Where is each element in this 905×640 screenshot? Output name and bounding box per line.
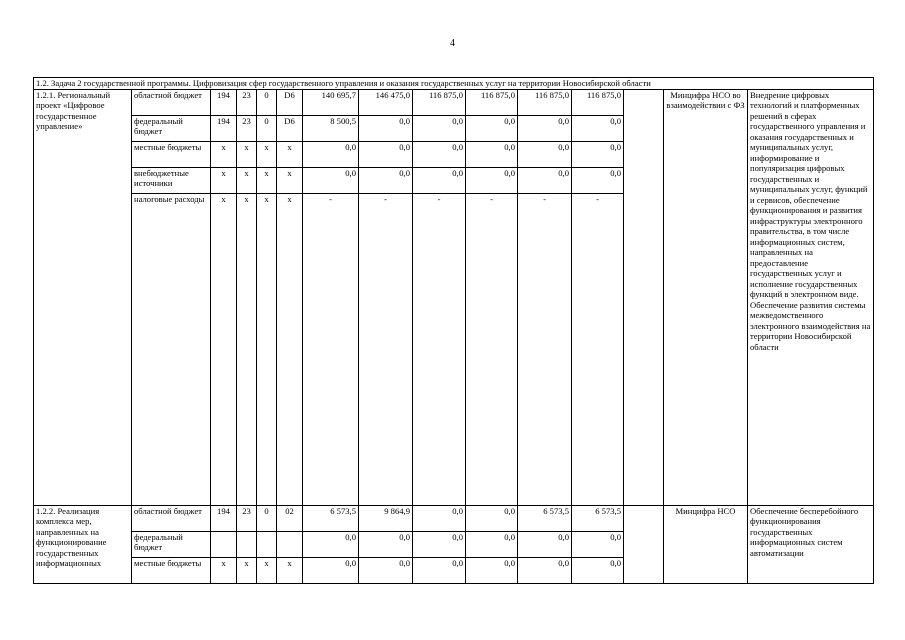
executor: Минцифра НСО во взаимодействии с ФЗ — [664, 89, 748, 505]
value-cell: - — [518, 193, 572, 505]
value-cell: 9 864,9 — [359, 505, 413, 531]
value-cell: 146 475,0 — [359, 89, 413, 115]
value-cell: - — [466, 193, 518, 505]
code-c2: 23 — [237, 505, 257, 531]
value-cell: - — [413, 193, 466, 505]
value-cell: 6 573,5 — [518, 505, 572, 531]
page-number: 4 — [450, 38, 455, 49]
value-cell: 0,0 — [518, 167, 572, 193]
value-cell: 0,0 — [572, 141, 624, 167]
value-cell: 0,0 — [303, 531, 359, 557]
code-c1: x — [211, 193, 237, 505]
value-cell: 0,0 — [359, 531, 413, 557]
code-c4: x — [277, 167, 303, 193]
code-c4: x — [277, 193, 303, 505]
value-cell: 0,0 — [572, 531, 624, 557]
code-c2: x — [237, 167, 257, 193]
code-c4 — [277, 531, 303, 557]
code-c2 — [237, 531, 257, 557]
value-cell: 0,0 — [413, 505, 466, 531]
value-cell: 116 875,0 — [413, 89, 466, 115]
value-cell: 0,0 — [466, 167, 518, 193]
code-c1: 194 — [211, 115, 237, 141]
value-cell: 0,0 — [359, 115, 413, 141]
funding-source: внебюджетные источники — [132, 167, 211, 193]
spacer-cell — [624, 89, 664, 505]
expected-result: Обеспечение бесперебойного функционирования государственных информационных систем автоматизации — [748, 505, 874, 583]
value-cell: 0,0 — [518, 531, 572, 557]
measure-name: 1.2.2. Реализация комплекса мер, направленных на функционирование государственных информационных — [34, 505, 132, 583]
value-cell: 0,0 — [572, 557, 624, 583]
value-cell: 0,0 — [518, 115, 572, 141]
table-row — [34, 89, 874, 115]
executor: Минцифра НСО — [664, 505, 748, 583]
funding-source: налоговые расходы — [132, 193, 211, 505]
value-cell: 0,0 — [466, 531, 518, 557]
value-cell: 0,0 — [466, 141, 518, 167]
value-cell: 0,0 — [572, 167, 624, 193]
code-c4: 02 — [277, 505, 303, 531]
code-c3: 0 — [257, 89, 277, 115]
funding-source: местные бюджеты — [132, 141, 211, 167]
code-c4: D6 — [277, 115, 303, 141]
value-cell: 0,0 — [413, 557, 466, 583]
code-c3: 0 — [257, 505, 277, 531]
funding-source: областной бюджет — [132, 89, 211, 115]
code-c2: x — [237, 141, 257, 167]
funding-source: областной бюджет — [132, 505, 211, 531]
code-c1: 194 — [211, 505, 237, 531]
code-c3: 0 — [257, 115, 277, 141]
task-header: 1.2. Задача 2 государственной программы. Цифровизация сфер государственного управления и оказания государственных услуг на территории Новосибирской области — [34, 78, 874, 90]
value-cell: - — [572, 193, 624, 505]
value-cell: 0,0 — [466, 115, 518, 141]
value-cell: 0,0 — [359, 557, 413, 583]
value-cell: 116 875,0 — [466, 89, 518, 115]
value-cell: 0,0 — [466, 505, 518, 531]
code-c3 — [257, 531, 277, 557]
value-cell: 0,0 — [413, 141, 466, 167]
code-c3: x — [257, 557, 277, 583]
code-c1: x — [211, 141, 237, 167]
value-cell: - — [303, 193, 359, 505]
value-cell: 116 875,0 — [518, 89, 572, 115]
value-cell: - — [359, 193, 413, 505]
task-header-row — [34, 78, 874, 90]
code-c2: 23 — [237, 115, 257, 141]
funding-source: федеральный бюджет — [132, 531, 211, 557]
code-c1: 194 — [211, 89, 237, 115]
spacer-cell — [624, 505, 664, 583]
code-c4: x — [277, 141, 303, 167]
value-cell: 0,0 — [303, 557, 359, 583]
code-c2: x — [237, 557, 257, 583]
value-cell: 0,0 — [359, 141, 413, 167]
value-cell: 6 573,5 — [303, 505, 359, 531]
code-c3: x — [257, 167, 277, 193]
code-c2: x — [237, 193, 257, 505]
value-cell: 0,0 — [303, 167, 359, 193]
code-c4: x — [277, 557, 303, 583]
code-c1: x — [211, 167, 237, 193]
value-cell: 6 573,5 — [572, 505, 624, 531]
value-cell: 0,0 — [413, 167, 466, 193]
code-c3: x — [257, 141, 277, 167]
code-c3: x — [257, 193, 277, 505]
measure-name: 1.2.1. Региональный проект «Цифровое государственное управление» — [34, 89, 132, 505]
code-c1: x — [211, 557, 237, 583]
value-cell: 0,0 — [413, 115, 466, 141]
value-cell: 0,0 — [413, 531, 466, 557]
value-cell: 0,0 — [572, 115, 624, 141]
code-c4: D6 — [277, 89, 303, 115]
value-cell: 140 695,7 — [303, 89, 359, 115]
program-table — [33, 77, 874, 584]
code-c1 — [211, 531, 237, 557]
code-c2: 23 — [237, 89, 257, 115]
value-cell: 0,0 — [466, 557, 518, 583]
value-cell: 0,0 — [518, 557, 572, 583]
value-cell: 116 875,0 — [572, 89, 624, 115]
funding-source: местные бюджеты — [132, 557, 211, 583]
table-row — [34, 505, 874, 531]
value-cell: 0,0 — [359, 167, 413, 193]
funding-source: федеральный бюджет — [132, 115, 211, 141]
value-cell: 8 500,5 — [303, 115, 359, 141]
expected-result: Внедрение цифровых технологий и платформенных решений в сферах государственного управления и оказания государственных и муниципальных услуг, информирование и популяризация цифровых государственных и муниципальных услуг, функций и сервисов, обеспечение функционирования и развития инфраструктуры электронного правительства, в том числе информационных систем, направленных на предоставление государственных услуг и исполнение государственных функций в электронном виде. Обеспечение развития системы межведомственного электронного взаимодействия на территории Новосибирской области — [748, 89, 874, 505]
value-cell: 0,0 — [303, 141, 359, 167]
value-cell: 0,0 — [518, 141, 572, 167]
